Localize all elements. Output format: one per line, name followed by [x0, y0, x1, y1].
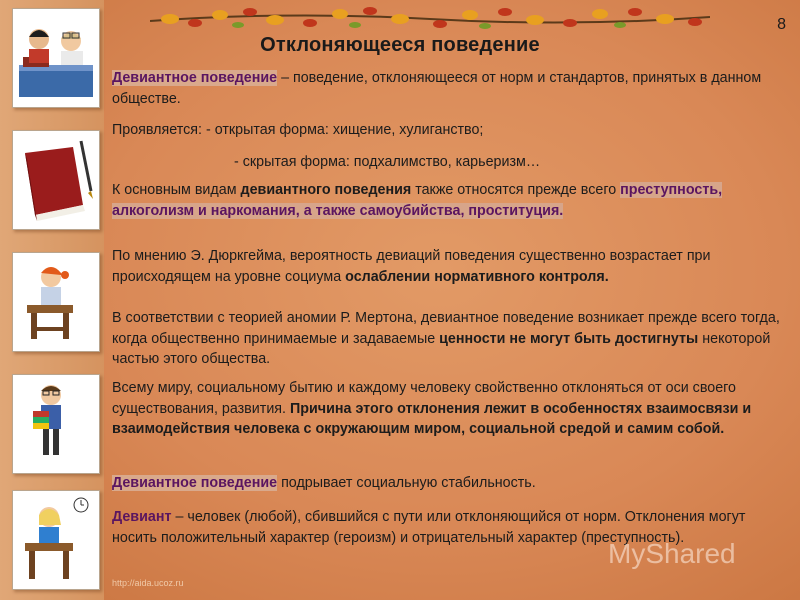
- types-highlight: преступность, алкоголизм и наркомания, а также самоубийства, проституция.: [112, 182, 723, 219]
- durkheim-paragraph: По мнению Э. Дюркгейма, вероятность девиаций поведения существенно возрастает при происходящем на уровне социума ослаблении нормативного контроля.: [112, 248, 711, 285]
- forms-hidden-paragraph: - скрытая форма: подхалимство, карьеризм…: [234, 154, 541, 170]
- definition-paragraph: [112, 68, 782, 109]
- merton-paragraph: В соответствии с теорией аномии Р. Мертона, девиантное поведение возникает прежде всего тогда, когда общественно принимаемые и задаваемые ценности не могут быть достигнуты некоторой частью этого общества.: [112, 310, 780, 367]
- girl-with-clock-image: [12, 490, 100, 590]
- definition-text: – поведение, отклоняющееся от норм и стандартов, принятых в данном обществе.: [112, 70, 762, 107]
- main-types-paragraph: К основным видам девиантного поведения также относятся прежде всего преступность, алкоголизм и наркомания, а также самоубийства, проституция.: [112, 182, 723, 219]
- slide-number: 8: [777, 16, 786, 33]
- source-url: http://aida.ucoz.ru: [112, 578, 184, 588]
- forms-open-paragraph: Проявляется: - открытая форма: хищение, хулиганство;: [112, 122, 484, 138]
- stability-paragraph: Девиантное поведение подрывает социальную стабильность.: [112, 475, 536, 491]
- boy-with-books-image: [12, 374, 100, 474]
- deviant-definition-paragraph: Девиант – человек (любой), сбившийся с пути или отклоняющийся от норм. Отклонения могут носить положительный характер (героизм) и отрицательный характер (преступность).: [112, 509, 746, 546]
- slide-title: Отклоняющееся поведение: [260, 34, 540, 56]
- autumn-leaves-garland: [150, 3, 710, 33]
- girl-at-desk-image: [12, 252, 100, 352]
- picture-sidebar: [8, 0, 104, 600]
- red-book-image: [12, 130, 100, 230]
- students-at-desk-image: [12, 8, 100, 108]
- deviation-cause-paragraph: Всему миру, социальному бытию и каждому человеку свойственно отклоняться от оси своего существования, развития. Причина этого отклонения лежит в особенностях взаимосвязи и взаимодействия человека с окружающим миром, социальной средой и самим собой.: [112, 380, 752, 437]
- term-deviant-behavior: Девиантное поведение: [112, 70, 278, 86]
- watermark: MyShared: [608, 538, 736, 569]
